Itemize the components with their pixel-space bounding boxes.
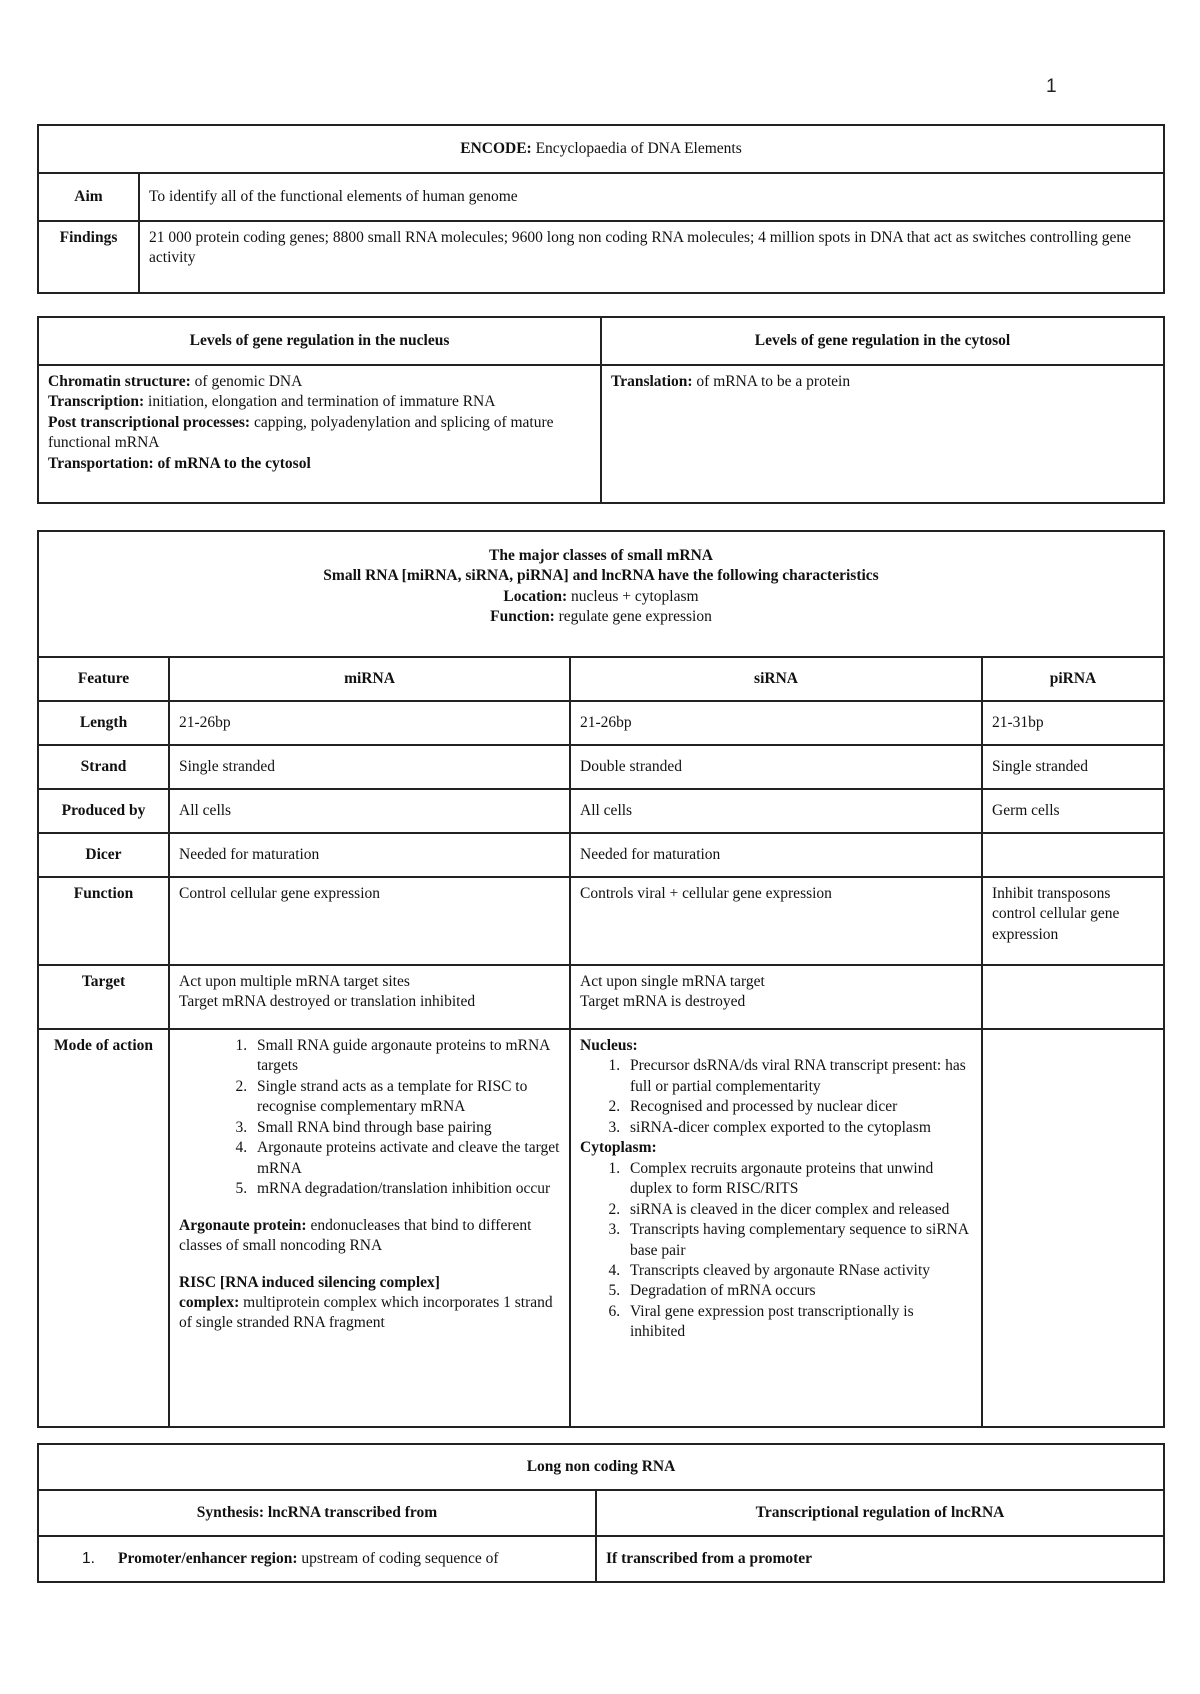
row-label-function: Function (38, 877, 169, 965)
location-text: nucleus + cytoplasm (567, 587, 699, 605)
list-item: 3. Transcripts having complementary sequence to siRNA base pair (624, 1220, 972, 1261)
small-rna-subtitle: Small RNA [miRNA, siRNA, piRNA] and lncRNA have the following characteristics (323, 567, 879, 585)
gene-regulation-levels-table (37, 316, 1165, 504)
function-mirna: Control cellular gene expression (169, 877, 570, 965)
nucleus-level-label: Transcription: (48, 393, 145, 411)
produced-pirna: Germ cells (982, 789, 1164, 833)
sirna-cytoplasm-steps (580, 1159, 972, 1343)
target-mirna-line: Target mRNA destroyed or translation inhibited (179, 993, 476, 1011)
risc-label-complex: complex: (179, 1293, 240, 1311)
function-pirna: Inhibit transposons control cellular gene expression (982, 877, 1164, 965)
encode-title-rest: Encyclopaedia of DNA Elements (531, 139, 742, 157)
lncrna-regulation-cell: If transcribed from a promoter (596, 1536, 1164, 1582)
small-rna-intro (38, 531, 1164, 657)
dicer-pirna (982, 833, 1164, 877)
mirna-steps-list (179, 1036, 560, 1200)
strand-pirna: Single stranded (982, 745, 1164, 789)
mode-mirna (169, 1029, 570, 1427)
nucleus-level-item (48, 454, 591, 474)
header-sirna: siRNA (570, 657, 982, 701)
header-pirna: piRNA (982, 657, 1164, 701)
lncrna-synthesis-item (48, 1549, 586, 1569)
produced-mirna: All cells (169, 789, 570, 833)
lncrna-synthesis-cell (38, 1536, 596, 1582)
target-mirna-line: Act upon multiple mRNA target sites (179, 973, 410, 990)
cytosol-levels-cell (601, 365, 1164, 503)
function-sirna: Controls viral + cellular gene expression (570, 877, 982, 965)
lncrna-synthesis-header: Synthesis: lncRNA transcribed from (38, 1490, 596, 1536)
target-sirna-line: Act upon single mRNA target (580, 973, 765, 990)
argonaute-label: Argonaute protein: (179, 1216, 307, 1234)
length-mirna: 21-26bp (169, 701, 570, 745)
row-label-dicer: Dicer (38, 833, 169, 877)
lncrna-item-number: 1. (82, 1549, 95, 1567)
mode-sirna (570, 1029, 982, 1427)
row-label-strand: Strand (38, 745, 169, 789)
list-item: 5. mRNA degradation/translation inhibition occur (251, 1179, 560, 1199)
small-rna-location (48, 587, 1154, 607)
page-number: 1 (1046, 76, 1057, 97)
small-rna-title: The major classes of small mRNA (488, 547, 713, 564)
risc-definition (179, 1273, 560, 1334)
nucleus-level-item (48, 413, 591, 454)
list-item: 2. Single strand acts as a template for RISC to recognise complementary mRNA (251, 1077, 560, 1118)
aim-label: Aim (38, 173, 139, 221)
nucleus-level-item (48, 372, 591, 392)
location-label: Location: (503, 587, 568, 605)
sirna-nucleus-label: Nucleus: (580, 1037, 638, 1054)
function-label: Function: (490, 608, 555, 626)
list-item: 4. Transcripts cleaved by argonaute RNase activity (624, 1261, 972, 1281)
list-item: 1. Complex recruits argonaute proteins that unwind duplex to form RISC/RITS (624, 1159, 972, 1200)
nucleus-level-label: Transportation: of mRNA to the cytosol (48, 454, 311, 472)
small-rna-function (48, 607, 1154, 627)
row-label-target: Target (38, 965, 169, 1029)
dicer-mirna: Needed for maturation (169, 833, 570, 877)
row-label-length: Length (38, 701, 169, 745)
list-item: 5. Degradation of mRNA occurs (624, 1281, 972, 1301)
list-item: 2. Recognised and processed by nuclear dicer (624, 1097, 972, 1117)
list-item: 2. siRNA is cleaved in the dicer complex and released (624, 1200, 972, 1220)
mode-pirna (982, 1029, 1164, 1427)
length-pirna: 21-31bp (982, 701, 1164, 745)
aim-text: To identify all of the functional elements of human genome (139, 173, 1164, 221)
strand-mirna: Single stranded (169, 745, 570, 789)
target-pirna (982, 965, 1164, 1029)
header-mirna: miRNA (169, 657, 570, 701)
nucleus-level-label: Post transcriptional processes: (48, 413, 251, 431)
strand-sirna: Double stranded (570, 745, 982, 789)
sirna-nucleus-steps (580, 1056, 972, 1138)
function-text: regulate gene expression (554, 608, 712, 626)
nucleus-level-text: capping, polyadenylation and splicing of mature functional mRNA (48, 413, 554, 452)
target-mirna (169, 965, 570, 1029)
nucleus-level-item (48, 392, 591, 412)
sirna-cytoplasm-label: Cytoplasm: (580, 1139, 657, 1157)
list-item: 1. Precursor dsRNA/ds viral RNA transcript present: has full or partial complementarity (624, 1056, 972, 1097)
encode-title (38, 125, 1164, 173)
dicer-sirna: Needed for maturation (570, 833, 982, 877)
length-sirna: 21-26bp (570, 701, 982, 745)
list-item: 6. Viral gene expression post transcriptionally is inhibited (624, 1302, 972, 1343)
row-label-mode-of-action: Mode of action (38, 1029, 169, 1427)
lncrna-item-text: upstream of coding sequence of (297, 1549, 499, 1567)
row-label-produced-by: Produced by (38, 789, 169, 833)
nucleus-level-text: initiation, elongation and termination of immature RNA (144, 393, 496, 411)
lncrna-title: Long non coding RNA (38, 1444, 1164, 1490)
header-feature: Feature (38, 657, 169, 701)
list-item: 3. Small RNA bind through base pairing (251, 1118, 560, 1138)
list-item: 3. siRNA-dicer complex exported to the cytoplasm (624, 1118, 972, 1138)
target-sirna (570, 965, 982, 1029)
lncrna-regulation-header: Transcriptional regulation of lncRNA (596, 1490, 1164, 1536)
lncrna-item-label: Promoter/enhancer region: (118, 1549, 298, 1567)
cytosol-level-label: Translation: (611, 373, 693, 390)
risc-label: RISC [RNA induced silencing complex] (179, 1273, 440, 1291)
nucleus-level-label: Chromatin structure: (48, 373, 191, 390)
list-item: 4. Argonaute proteins activate and cleave the target mRNA (251, 1138, 560, 1179)
risc-text: multiprotein complex which incorporates 1 strand of single stranded RNA fragment (179, 1293, 553, 1332)
encode-title-bold: ENCODE: (460, 139, 532, 157)
argonaute-definition (179, 1216, 560, 1257)
nucleus-level-text: of genomic DNA (190, 373, 303, 390)
target-sirna-line: Target mRNA is destroyed (580, 993, 746, 1011)
cytosol-level-item (611, 372, 1154, 392)
nucleus-levels-cell (38, 365, 601, 503)
encode-table (37, 124, 1165, 294)
list-item: 1. Small RNA guide argonaute proteins to mRNA targets (251, 1036, 560, 1077)
produced-sirna: All cells (570, 789, 982, 833)
cytosol-level-text: of mRNA to be a protein (692, 373, 851, 390)
argonaute-text: endonucleases that bind to different classes of small noncoding RNA (179, 1216, 532, 1255)
findings-label: Findings (38, 221, 139, 293)
small-rna-classes-table (37, 530, 1165, 1428)
cytosol-levels-header: Levels of gene regulation in the cytosol (601, 317, 1164, 365)
nucleus-levels-header: Levels of gene regulation in the nucleus (38, 317, 601, 365)
findings-text: 21 000 protein coding genes; 8800 small RNA molecules; 9600 long non coding RNA molecules; 4 million spots in DNA that act as switches controlling gene activity (139, 221, 1164, 293)
lncrna-table (37, 1443, 1165, 1583)
